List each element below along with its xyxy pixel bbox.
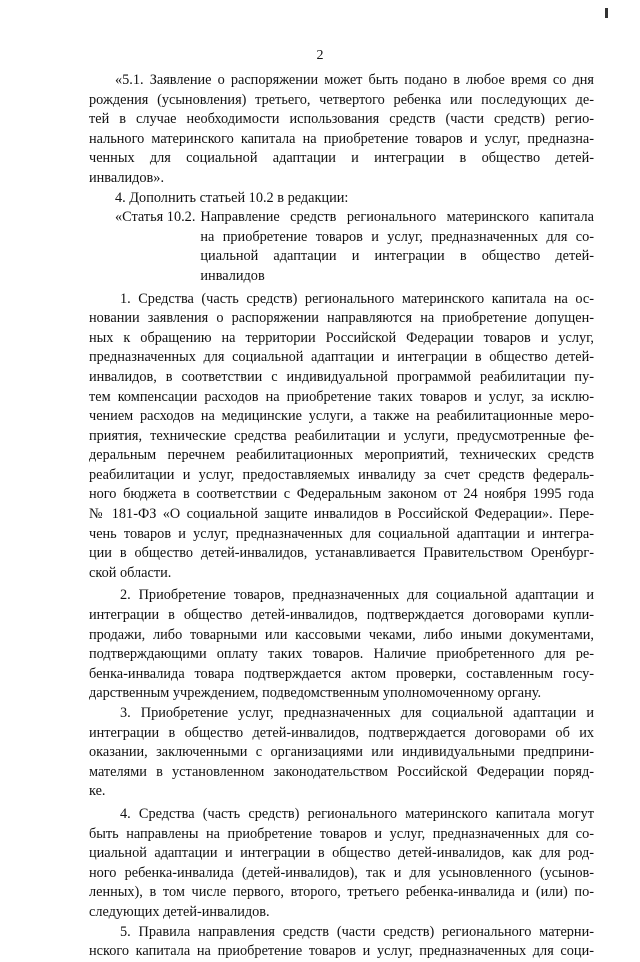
text-line: инвалидов». [89, 169, 165, 186]
text-line: 4. Дополнить статьей 10.2 в редакции: [115, 189, 349, 206]
document-body [89, 71, 594, 962]
text-line: 4. Средства (часть средств) регионального материнского капитала могут [120, 805, 594, 822]
page-number: 2 [316, 48, 324, 63]
text-line: реабилитации и услуг, предоставляемых инвалиду за счет средств федераль- [89, 466, 594, 483]
text-line: 3. Приобретение услуг, предназначенных для социальной адаптации и [120, 705, 594, 721]
text-line: чень товаров и услуг, предназначенных для социальной адаптации и интегра- [89, 525, 594, 542]
text-line: ции в общество детей-инвалидов, устанавливается Правительством Оренбург- [89, 545, 594, 562]
text-line: продажи, либо товарными или кассовыми чеками, либо иными документами, [89, 626, 594, 643]
text-line: оказании, заключенными с организациями или индивидуальными предприни- [89, 744, 594, 761]
text-line: бенка-инвалида товара подтверждается актом проверки, составленным госу- [89, 665, 594, 682]
text-line: нского капитала на приобретение товаров и услуг, предназначенных для соци- [89, 943, 594, 960]
text-line: ного бюджета в соответствии с Федеральным законом от 24 ноября 1995 года [89, 486, 594, 503]
text-line: ской области. [89, 564, 172, 581]
text-line: предназначенных для социальной адаптации и интеграции в общество детей- [89, 349, 594, 366]
text-line: подтверждающими оплату таких товаров. Наличие приобретенного для ре- [89, 646, 594, 663]
text-line: дарственным учреждением, подведомственным уполномоченному органу. [89, 685, 542, 702]
text-line: приятия, технические средства реабилитации и услуги, предусмотренные фе- [89, 427, 594, 444]
item-4 [89, 189, 594, 209]
text-line: ленных), в том числе первого, второго, третьего ребенка-инвалида и (или) по- [89, 884, 594, 901]
text-line: новании заявления о распоряжении направляются на приобретение допущен- [89, 310, 594, 327]
text-line: ченных для социальной адаптации и интеграции в общество детей- [89, 150, 594, 167]
text-line: инвалидов [200, 267, 265, 284]
text-line: быть направлены на приобретение товаров и услуг, предназначенных для со- [89, 825, 594, 842]
text-line: рождения (усыновления) третьего, четвертого ребенка или последующих де- [89, 91, 594, 108]
text-line: «5.1. Заявление о распоряжении может быть подано в любое время со дня [115, 72, 594, 88]
text-line: № 181-ФЗ «О социальной защите инвалидов в Российской Федерации». Пере- [89, 506, 594, 523]
paragraph-5 [89, 923, 594, 962]
paragraph-3 [89, 704, 594, 802]
text-line: инвалидов, в соответствии с индивидуальной программой реабилитации пу- [89, 368, 594, 385]
text-line: 1. Средства (часть средств) регионального материнского капитала на ос- [120, 290, 594, 307]
text-line: ного ребенка-инвалида (детей-инвалидов), так и для усыновленного (усынов- [89, 864, 594, 881]
text-line: интеграции в общество детей-инвалидов, подтверждается договорами об их [89, 724, 594, 741]
text-line: деральным перечнем реабилитационных мероприятий, технических средств [89, 447, 594, 464]
text-line: интеграции в общество детей-инвалидов, подтверждается договорами купли- [89, 607, 594, 624]
text-line: ных к обращению на территории Российской Федерации товаров и услуг, [89, 329, 594, 346]
text-line: 5. Правила направления средств (части средств) регионального матерни- [120, 923, 594, 940]
scan-mark [605, 8, 608, 18]
text-line: чением расходов на медицинские услуги, а также на реабилитационные меро- [89, 408, 594, 425]
paragraph-5-1 [89, 71, 594, 189]
paragraph-1 [89, 290, 594, 584]
article-title [200, 208, 594, 286]
text-line: циальной адаптации и интеграции в общество детей- [200, 248, 594, 265]
text-line: тей в случае необходимости использования средств (части средств) регио- [89, 111, 594, 128]
text-line: нального материнского капитала на приобретение товаров и услуг, предназна- [89, 130, 594, 147]
text-line: мателями в установленном законодательством Российской Федерации поряд- [89, 763, 594, 780]
article-heading [89, 208, 594, 286]
text-line: ке. [89, 783, 106, 800]
text-line: тем компенсации расходов на приобретение таких товаров и услуг, за исклю- [89, 388, 594, 405]
text-line: следующих детей-инвалидов. [89, 903, 270, 920]
article-number: «Статья 10.2. [115, 209, 196, 226]
paragraph-2 [89, 586, 594, 704]
text-line: на приобретение товаров и услуг, предназначенных для со- [200, 228, 594, 245]
text-line: Направление средств регионального материнского капитала [200, 209, 594, 226]
text-line: циальной адаптации и интеграции в общество детей-инвалидов, как для род- [89, 845, 594, 862]
text-line: 2. Приобретение товаров, предназначенных для социальной адаптации и [120, 587, 594, 604]
